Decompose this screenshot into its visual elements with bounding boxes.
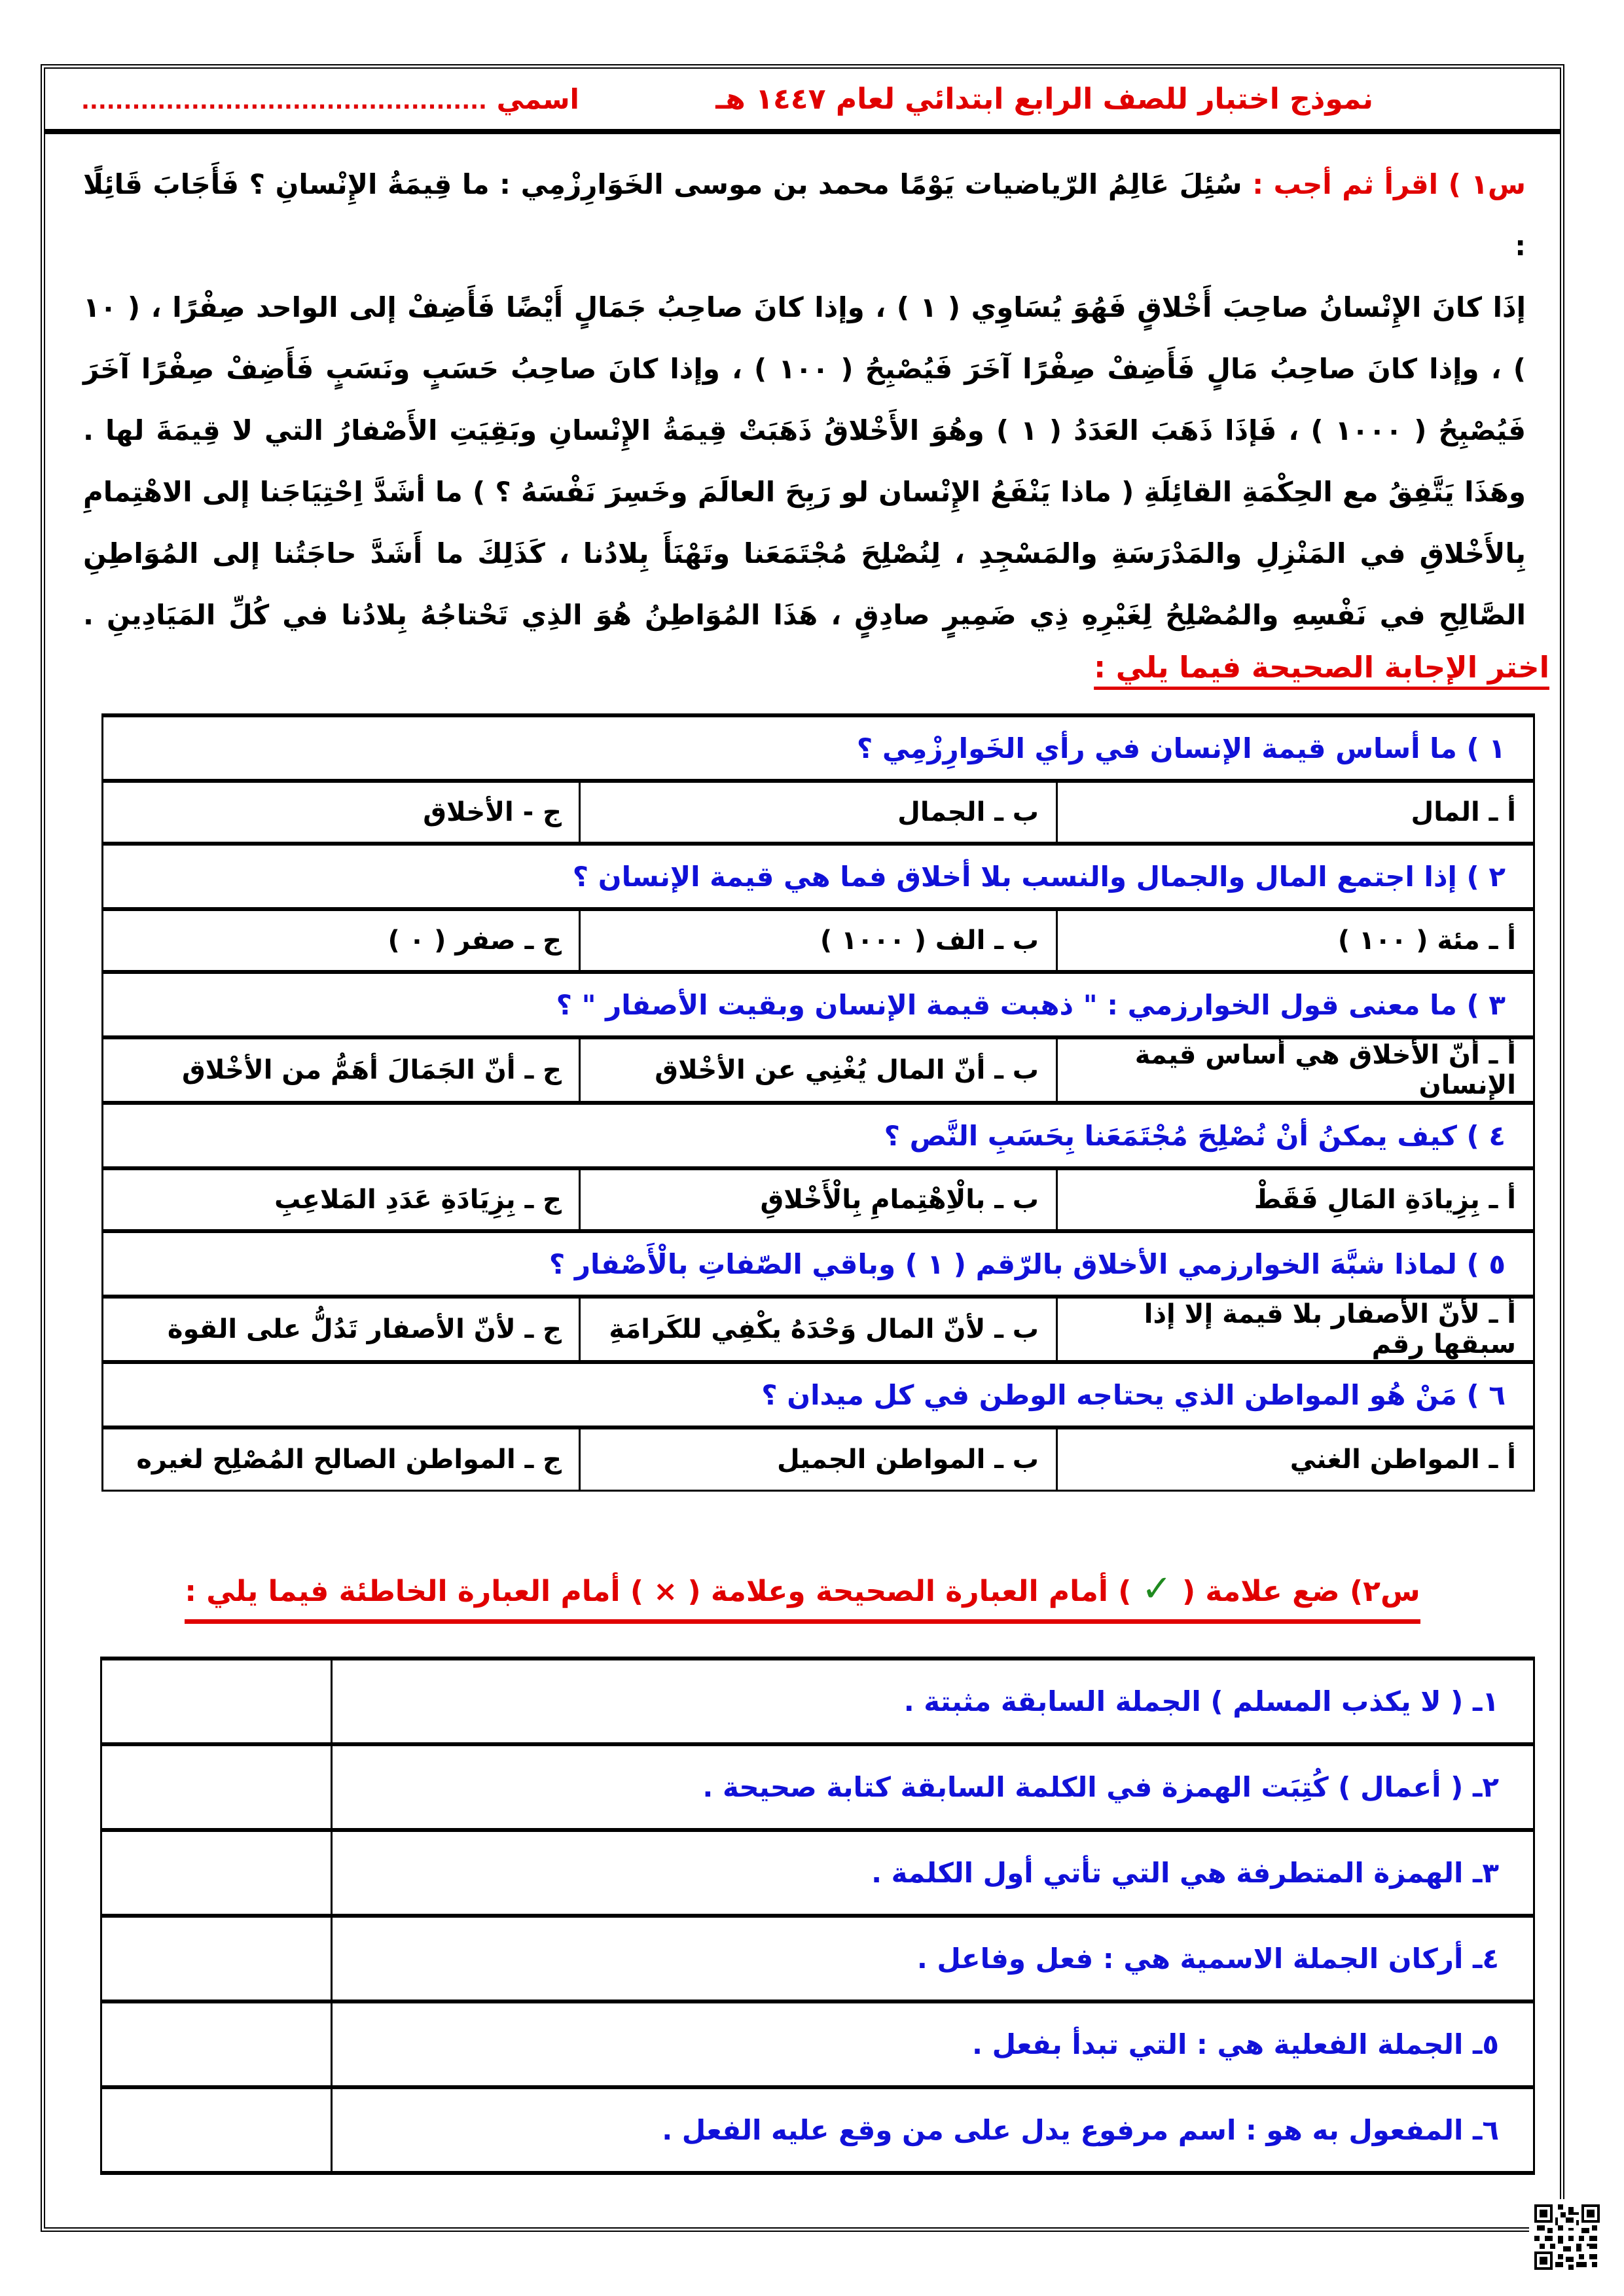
passage-line-5: وهَذَا يَتَّفِقُ مع الحِكْمَةِ القائِلَةِ ( ماذا يَنْفَعُ الإِنْسان لو رَبِحَ العالَمَ وخَسِرَ نَفْسَهُ ؟ ) ما أشَدَّ اِحْتِيَاجَنا إلى الاهْتِمامِ [83, 476, 1526, 508]
mcq-question-row [103, 844, 1534, 909]
passage-line-4: فَيُصْبِحُ ( ١٠٠٠ ) ، فَإذَا ذَهَبَ العَدَدُ ( ١ ) وهُوَ الأَخْلاقُ ذَهَبَتْ قِيمَةُ الإِنْسانِ وبَقِيَتِ الأَصْفارُ التي لا قِيمَةَ لها . [83, 414, 1526, 446]
mcq-q1-option-b: ب ـ الجمال [580, 781, 1057, 844]
mcq-question-3: ٣ ) ما معنى قول الخوارزمي : " ذهبت قيمة الإنسان وبقيت الأصفار " ؟ [103, 972, 1534, 1037]
truefalse-heading-text [185, 1568, 1420, 1624]
tf-answer-box-3 [101, 1830, 332, 1916]
question1-label: س١ ) اقرأ ثم أجب : [1242, 168, 1526, 200]
mcq-q2-option-c: ج ـ صفر ( ٠ ) [103, 909, 580, 972]
mcq-q6-option-c: ج ـ المواطن الصالح المُصْلِح لغيره [103, 1427, 580, 1490]
tf-answer-box-2 [101, 1744, 332, 1830]
mcq-answer-row [103, 781, 1534, 844]
passage-line-6: بِالأَخْلاقِ في المَنْزِلِ والمَدْرَسَةِ والمَسْجِدِ ، لِنُصْلِحَ مُجْتَمَعَنا وتَهْنَأَ بِلادُنا ، كَذَلِكَ ما أَشَدَّ حاجَتُنا إلى المُوَاطِنِ [83, 537, 1526, 569]
tf-answer-box-1 [101, 1659, 332, 1744]
mcq-question-row [103, 1231, 1534, 1297]
mcq-q3-option-c: ج ـ أنّ الجَمَالَ أهَمُّ من الأخْلاق [103, 1037, 580, 1103]
reading-passage [83, 154, 1526, 646]
mcq-q6-option-a: أ ـ المواطن الغني [1057, 1427, 1534, 1490]
tf-answer-box-6 [101, 2087, 332, 2173]
truefalse-row [101, 1916, 1534, 2001]
passage-line-7: الصَّالِحِ في نَفْسِهِ والمُصْلِحُ لِغَيْرِهِ ذِي ضَمِيرٍ صادِقٍ ، هَذَا المُوَاطِنُ هُوَ الذِي تَحْتاجُهُ بِلادُنا في كُلِّ المَيَادِينِ . [83, 599, 1526, 631]
passage-line-2: إذَا كانَ الإِنْسانُ صاحِبَ أَخْلاقٍ فَهُوَ يُسَاوِي ( ١ ) ، وإذا كانَ صاحِبُ جَمَالٍ أَيْضًا فَأَضِفْ إلى الواحد صِفْرًا ، ( ١٠ [83, 291, 1526, 323]
mcq-section-heading: اختر الإجابة الصحيحة فيما يلي : [1094, 650, 1549, 685]
mcq-question-row [103, 1362, 1534, 1427]
mcq-q1-option-a: أ ـ المال [1057, 781, 1534, 844]
truefalse-table [100, 1657, 1535, 2175]
tf-statement-2: ٢ـ ( أعمال ) كُتِبَت الهمزة في الكلمة السابقة كتابة صحيحة . [332, 1744, 1534, 1830]
tf-statement-3: ٣ـ الهمزة المتطرفة هي التي تأتي أول الكلمة . [332, 1830, 1534, 1916]
mcq-question-row [103, 715, 1534, 781]
truefalse-row [101, 1830, 1534, 1916]
page-border-frame [41, 64, 1564, 2232]
qr-code-image [1534, 2204, 1600, 2270]
mcq-q2-option-a: أ ـ مئة ( ١٠٠ ) [1057, 909, 1534, 972]
mcq-q2-option-b: ب ـ الف ( ١٠٠٠ ) [580, 909, 1057, 972]
truefalse-section-heading [45, 1568, 1560, 1624]
mcq-q5-option-a: أ ـ لأنّ الأصفار بلا قيمة إلا إذا سبقها رقم [1057, 1297, 1534, 1362]
mcq-question-5: ٥ ) لماذا شبَّهَ الخوارزمي الأخلاق بالرّقم ( ١ ) وباقي الصّفاتِ بالْأَصْفار ؟ [103, 1231, 1534, 1297]
mcq-question-6: ٦ ) مَنْ هُو المواطن الذي يحتاجه الوطن في كل ميدان ؟ [103, 1362, 1534, 1427]
mcq-question-row [103, 1103, 1534, 1168]
mcq-question-1: ١ ) ما أساس قيمة الإنسان في رأي الخَوارِزْمِي ؟ [103, 715, 1534, 781]
tf-answer-box-5 [101, 2001, 332, 2087]
mcq-q1-option-c: ج - الأخلاق [103, 781, 580, 844]
qr-code [1529, 2199, 1605, 2275]
mcq-question-4: ٤ ) كيف يمكنُ أنْ نُصْلِحَ مُجْتَمَعَنا بِحَسَبِ النَّص ؟ [103, 1103, 1534, 1168]
tf-statement-5: ٥ـ الجملة الفعلية هي : التي تبدأ بفعل . [332, 2001, 1534, 2087]
passage-text-1: سُئِلَ عَالِمُ الرّياضيات يَوْمًا محمد بن موسى الخَوَارِزْمِي : ما قِيمَةُ الإِنْسانِ ؟ فَأَجَابَ قَائِلًا : [83, 168, 1526, 262]
mcq-q3-option-a: أ ـ أنّ الأخلاق هي أساس قيمة الإنسان [1057, 1037, 1534, 1103]
mcq-table [101, 713, 1535, 1492]
mcq-question-row [103, 972, 1534, 1037]
name-dotted-line: ................................................ [81, 88, 487, 115]
mcq-answer-row [103, 1427, 1534, 1490]
mcq-answer-row [103, 909, 1534, 972]
mcq-question-2: ٢ ) إذا اجتمع المال والجمال والنسب بلا أخلاق فما هي قيمة الإنسان ؟ [103, 844, 1534, 909]
exam-title: نموذج اختبار للصف الرابع ابتدائي لعام ١٤٤٧ هـ [715, 82, 1373, 116]
tf-statement-4: ٤ـ أركان الجملة الاسمية هي : فعل وفاعل . [332, 1916, 1534, 2001]
truefalse-row [101, 2087, 1534, 2173]
truefalse-row [101, 1659, 1534, 1744]
tf-statement-6: ٦ـ المفعول به هو : اسم مرفوع يدل على من وقع عليه الفعل . [332, 2087, 1534, 2173]
mcq-q3-option-b: ب ـ أنّ المال يُغْنِي عن الأخْلاق [580, 1037, 1057, 1103]
mcq-q5-option-b: ب ـ لأنّ المال وَحْدَهُ يكْفِي للكَرامَةِ [580, 1297, 1057, 1362]
mcq-answer-row [103, 1297, 1534, 1362]
truefalse-row [101, 1744, 1534, 1830]
passage-line-1 [83, 154, 1526, 277]
check-mark-icon: ✓ [1141, 1567, 1172, 1610]
page-header [45, 69, 1560, 134]
mcq-answer-row [103, 1168, 1534, 1231]
mcq-q4-option-b: ب ـ بالْاِهْتِمامِ بِالْأَخْلاقِ [580, 1168, 1057, 1231]
student-name-line [81, 83, 579, 115]
tf-heading-part2: ) أمام العبارة الصحيحة وعلامة ( × ) أمام العبارة الخاطئة فيما يلي : [185, 1574, 1142, 1608]
truefalse-row [101, 2001, 1534, 2087]
tf-statement-1: ١ـ ( لا يكذب المسلم ) الجملة السابقة مثبتة . [332, 1659, 1534, 1744]
mcq-q6-option-b: ب ـ المواطن الجميل [580, 1427, 1057, 1490]
name-label: اسمي [486, 82, 579, 115]
passage-line-3: ) ، وإذا كانَ صاحِبُ مَالٍ فَأَضِفْ صِفْرًا آخَرَ فَيُصْبِحُ ( ١٠٠ ) ، وإذا كانَ صاحِبُ حَسَبٍ ونَسَبٍ فَأَضِفْ صِفْرًا آخَرَ [83, 353, 1526, 385]
tf-answer-box-4 [101, 1916, 332, 2001]
mcq-q4-option-a: أ ـ بِزِيادَةِ المَالِ فَقَطْ [1057, 1168, 1534, 1231]
mcq-answer-row [103, 1037, 1534, 1103]
tf-heading-part1: س٢) ضع علامة ( [1172, 1574, 1420, 1608]
mcq-q5-option-c: ج ـ لأنّ الأصفار تَدُلُّ على القوة [103, 1297, 580, 1362]
mcq-q4-option-c: ج ـ بِزِيَادَةِ عَدَدِ المَلاعِبِ [103, 1168, 580, 1231]
